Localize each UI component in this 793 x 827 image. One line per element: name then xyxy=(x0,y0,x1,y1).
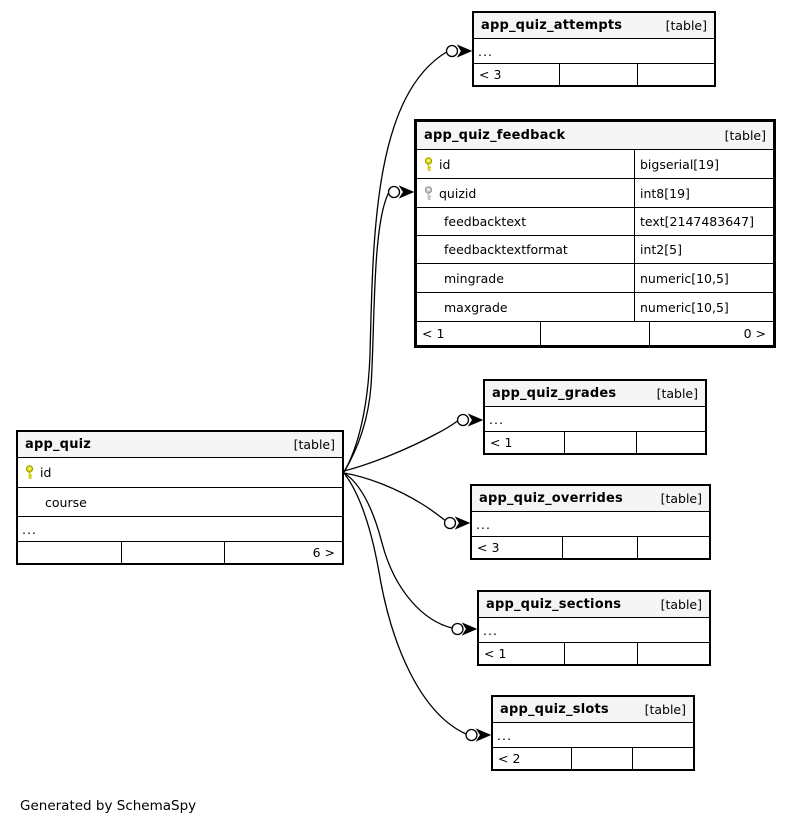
table-tag: [table] xyxy=(644,702,686,717)
footer-children-count: < 2 xyxy=(493,748,572,769)
relationship-line xyxy=(344,421,458,471)
collapsed-columns-row xyxy=(474,38,714,63)
zero-or-many-icon xyxy=(447,46,458,57)
column-name-cell xyxy=(417,264,635,292)
table-name[interactable]: app_quiz_grades xyxy=(492,386,617,401)
column-row-quizid xyxy=(417,178,773,207)
relationship-line xyxy=(344,473,452,628)
footer-parents-count xyxy=(637,432,705,453)
column-type: int2[5] xyxy=(640,242,682,257)
column-name: maxgrade xyxy=(444,299,508,315)
column-name-cell xyxy=(417,236,635,263)
ellipsis-label: ... xyxy=(483,622,498,638)
table-footer xyxy=(18,541,342,563)
footer-children-count: < 3 xyxy=(474,64,560,85)
column-name: feedbacktextformat xyxy=(444,242,568,257)
column-row-maxgrade xyxy=(417,292,773,321)
relationship-app_quiz-app_quiz_slots xyxy=(344,473,490,741)
column-name-cell xyxy=(417,208,635,235)
zero-or-many-icon xyxy=(466,730,477,741)
table-name[interactable]: app_quiz_attempts xyxy=(481,18,623,33)
column-name-cell xyxy=(417,150,635,178)
table-app_quiz_sections[interactable] xyxy=(477,590,711,666)
collapsed-columns-row xyxy=(479,617,709,642)
column-name: mingrade xyxy=(444,270,504,286)
column-name-cell xyxy=(417,293,635,321)
foreign-key-icon xyxy=(423,186,434,201)
footer-parents-count xyxy=(638,643,709,664)
column-name: quizid xyxy=(439,185,477,201)
table-tag: [table] xyxy=(665,18,707,33)
collapsed-columns-row xyxy=(472,511,709,536)
column-type: int8[19] xyxy=(640,185,690,201)
column-name: feedbacktext xyxy=(444,214,527,229)
relationship-line xyxy=(344,473,466,734)
collapsed-columns-row xyxy=(18,516,342,541)
column-name-cell xyxy=(18,458,51,487)
arrowhead-icon xyxy=(456,518,469,529)
column-name: course xyxy=(45,494,87,510)
footer-parents-count xyxy=(638,537,709,558)
table-header[interactable] xyxy=(485,381,705,406)
zero-or-many-icon xyxy=(445,518,456,529)
footer-children-count xyxy=(18,542,122,563)
arrowhead-icon xyxy=(469,415,482,426)
footer-mid-cell xyxy=(563,537,638,558)
footer-parents-count xyxy=(633,748,693,769)
column-name-cell xyxy=(417,179,635,207)
zero-or-many-icon xyxy=(458,415,469,426)
arrowhead-icon xyxy=(477,730,490,741)
ellipsis-label: ... xyxy=(476,516,491,532)
table-header[interactable] xyxy=(472,486,709,511)
table-footer xyxy=(472,536,709,558)
table-footer xyxy=(493,747,693,769)
column-type: numeric[10,5] xyxy=(640,299,729,315)
column-name-cell xyxy=(18,488,87,516)
table-header[interactable] xyxy=(479,592,709,617)
footer-parents-count: 6 > xyxy=(312,545,335,560)
table-header[interactable] xyxy=(417,122,773,149)
column-type: text[2147483647] xyxy=(640,214,754,229)
footer-mid-cell xyxy=(565,432,637,453)
table-footer xyxy=(474,63,714,85)
ellipsis-label: ... xyxy=(489,411,504,427)
table-tag: [table] xyxy=(293,437,335,452)
table-footer xyxy=(485,431,705,453)
table-app_quiz_feedback[interactable] xyxy=(414,119,776,348)
footer-children-count: < 1 xyxy=(417,322,541,345)
footer-mid-cell xyxy=(565,643,638,664)
zero-or-many-icon xyxy=(389,187,400,198)
generated-by-note: Generated by SchemaSpy xyxy=(20,798,197,814)
footer-mid-cell xyxy=(541,322,650,345)
relationship-line xyxy=(344,473,445,520)
relationship-app_quiz-app_quiz_overrides xyxy=(344,473,469,529)
column-row-feedbacktext xyxy=(417,207,773,235)
relationship-app_quiz-app_quiz_feedback xyxy=(344,187,413,473)
relationship-line xyxy=(344,193,389,472)
footer-children-count: < 3 xyxy=(472,537,563,558)
table-name[interactable]: app_quiz_feedback xyxy=(424,128,566,143)
footer-parents-count xyxy=(638,64,714,85)
column-type: numeric[10,5] xyxy=(640,270,729,286)
table-app_quiz_overrides[interactable] xyxy=(470,484,711,560)
column-row-mingrade xyxy=(417,263,773,292)
ellipsis-label: ... xyxy=(478,43,493,59)
table-header[interactable] xyxy=(18,432,342,457)
relationship-app_quiz-app_quiz_sections xyxy=(344,473,476,635)
table-tag: [table] xyxy=(660,491,702,506)
table-footer xyxy=(479,642,709,664)
table-name[interactable]: app_quiz_sections xyxy=(486,597,622,612)
table-name[interactable]: app_quiz xyxy=(25,437,92,452)
primary-key-icon xyxy=(423,157,434,172)
footer-children-count: < 1 xyxy=(479,643,565,664)
zero-or-many-icon xyxy=(452,624,463,635)
table-tag: [table] xyxy=(660,597,702,612)
footer-mid-cell xyxy=(122,542,225,563)
ellipsis-label: ... xyxy=(22,521,37,537)
footer-parents-count: 0 > xyxy=(743,326,766,341)
column-name: id xyxy=(439,156,451,172)
table-name[interactable]: app_quiz_overrides xyxy=(479,491,623,506)
column-type: bigserial[19] xyxy=(640,156,719,172)
table-tag: [table] xyxy=(724,128,766,143)
column-row-feedbacktextformat xyxy=(417,235,773,263)
ellipsis-label: ... xyxy=(497,727,512,743)
arrowhead-icon xyxy=(463,624,476,635)
arrowhead-icon xyxy=(458,46,471,57)
column-row-id xyxy=(18,457,342,487)
table-tag: [table] xyxy=(656,386,698,401)
table-app_quiz_attempts[interactable] xyxy=(472,11,716,87)
column-row-id xyxy=(417,149,773,178)
column-name: id xyxy=(40,465,52,480)
footer-children-count: < 1 xyxy=(485,432,565,453)
primary-key-icon xyxy=(24,465,35,480)
table-app_quiz_grades[interactable] xyxy=(483,379,707,455)
footer-mid-cell xyxy=(560,64,638,85)
relationship-app_quiz-app_quiz_grades xyxy=(344,415,482,472)
column-row-course xyxy=(18,487,342,516)
collapsed-columns-row xyxy=(485,406,705,431)
table-header[interactable] xyxy=(493,697,693,722)
arrowhead-icon xyxy=(400,187,413,198)
table-footer xyxy=(417,321,773,345)
table-header[interactable] xyxy=(474,13,714,38)
collapsed-columns-row xyxy=(493,722,693,747)
footer-mid-cell xyxy=(572,748,633,769)
table-app_quiz[interactable] xyxy=(16,430,344,565)
table-app_quiz_slots[interactable] xyxy=(491,695,695,771)
table-name[interactable]: app_quiz_slots xyxy=(500,702,609,717)
